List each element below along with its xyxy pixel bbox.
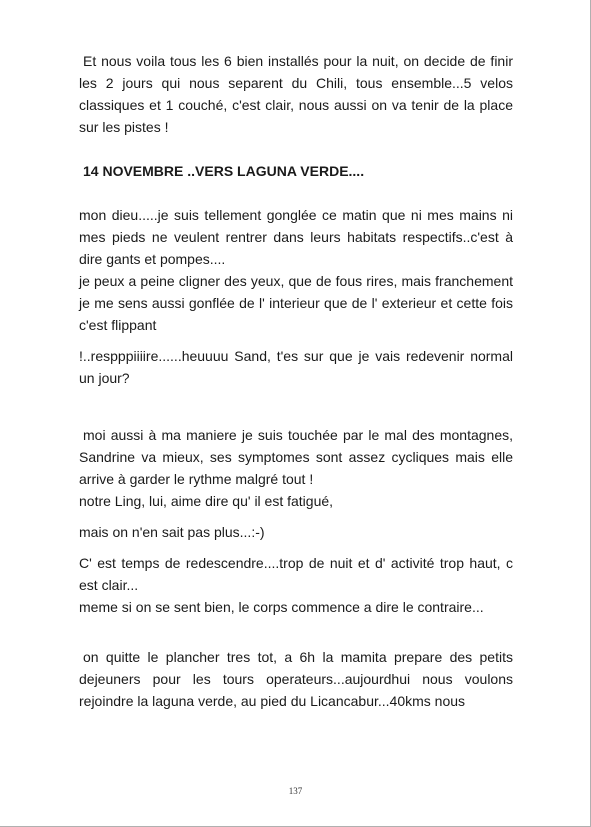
- paragraph-descend: C' est temps de redescendre....trop de nuit et d' activité trop haut, c est clair...: [79, 555, 513, 593]
- paragraph-swelling: mon dieu.....je suis tellement gonglée ce matin que ni mes mains ni mes pieds ne veulent rentrer dans leurs habitats respectifs..c'est à dire gants et pompes....: [79, 207, 513, 267]
- page-number: 137: [288, 786, 303, 796]
- paragraph-smiley: mais on n'en sait pas plus...:-): [79, 524, 265, 540]
- paragraph-departure: on quitte le plancher tres tot, a 6h la mamita prepare des petits dejeuners pour les tours operateurs...aujourdhui nous voulons rejoindre la laguna verde, au pied du Licancabur...40kms nous: [79, 649, 513, 709]
- paragraph-altitude-sickness: moi aussi à ma maniere je suis touchée par le mal des montagnes, Sandrine va mieux, ses symptomes sont assez cycliques mais elle arrive à garder le rythme malgré tout !: [79, 427, 513, 487]
- paragraph-ling: notre Ling, lui, aime dire qu' il est fatigué,: [79, 493, 334, 509]
- paragraph-breathe: !..respppiiiire......heuuuu Sand, t'es sur que je vais redevenir normal un jour?: [79, 348, 513, 386]
- page-content: [79, 50, 513, 712]
- paragraph-blinking: je peux a peine cligner des yeux, que de fous rires, mais franchement je me sens aussi gonflée de l' interieur que de l' exterieur et cette fois c'est flippant: [79, 273, 513, 333]
- paragraph-intro: Et nous voila tous les 6 bien installés pour la nuit, on decide de finir les 2 jours qui nous separent du Chili, tous ensemble...5 velos classiques et 1 couché, c'est clair, nous aussi on va tenir de la place sur les pistes !: [79, 53, 513, 135]
- paragraph-body: meme si on se sent bien, le corps commence a dire le contraire...: [79, 599, 484, 615]
- section-heading: 14 NOVEMBRE ..VERS LAGUNA VERDE....: [83, 163, 365, 179]
